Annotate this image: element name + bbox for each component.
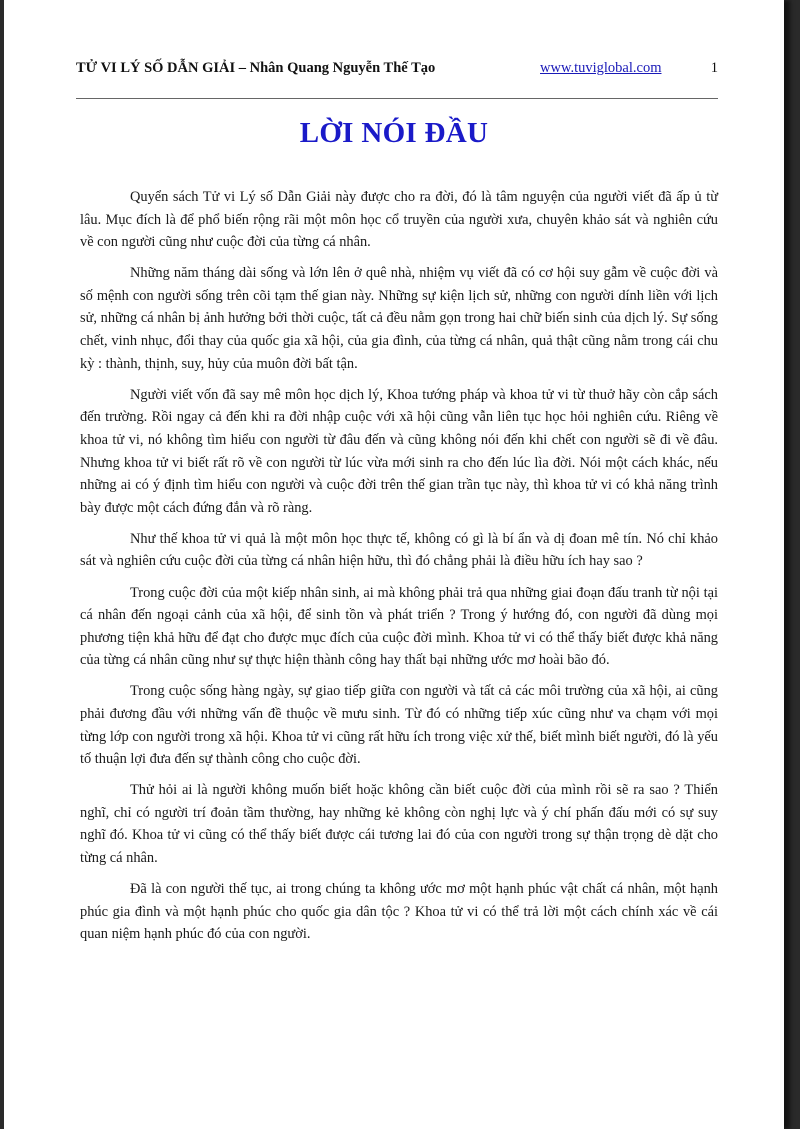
paragraph: Người viết vốn đã say mê môn học dịch lý, Khoa tướng pháp và khoa tử vi từ thuở hãy còn cắp sách đến trường. Rồi ngay cả đến khi ra đời nhập cuộc với xã hội cũng vẫn liên tục học hỏi nghiên cứu. Riêng về khoa tử vi, nó không tìm hiểu con người từ đâu đến và cũng không nói đến khi chết con người sẽ đi về đâu. Nhưng khoa tử vi biết rất rõ về con người từ lúc vừa mới sinh ra cho đến lúc lìa đời. Nói một cách khác, nếu những ai có ý định tìm hiểu con người và cuộc đời trên thế gian trần tục này, thì khoa tử vi có khả năng trình bày được một cách đứng đắn và rõ ràng. bbox=[80, 386, 718, 516]
paragraph: Những năm tháng dài sống và lớn lên ở quê nhà, nhiệm vụ viết đã có cơ hội suy gẫm về cuộc đời và số mệnh con người sống trên cõi tạm thế gian này. Những sự kiện lịch sử, những con người dính liền với lịch sử, những cá nhân bị ảnh hưởng bởi thời cuộc, tất cả đều nằm gọn trong hai chữ biến sinh của dịch lý. Sự sống chết, vinh nhục, đổi thay của quốc gia xã hội, của gia đình, của từng cá nhân, quả thật cũng nằm trong cái chu kỳ : thành, thịnh, suy, hủy của muôn đời bất tận. bbox=[80, 265, 718, 372]
paragraph: Quyển sách Tử vi Lý số Dẫn Giải này được cho ra đời, đó là tâm nguyện của người viết đã ấp ủ từ lâu. Mục đích là để phổ biến rộng rãi một môn học cổ truyền của người xưa, chuyên khảo sát và nghiên cứu về con người cũng như cuộc đời của từng cá nhân. bbox=[80, 189, 718, 251]
page-header bbox=[76, 60, 718, 84]
paragraph: Thử hỏi ai là người không muốn biết hoặc không cần biết cuộc đời của mình rồi sẽ ra sao ? Thiển nghĩ, chỉ có người trí đoản tầm thường, hay những kẻ không còn nghị lực và ý chí phấn đấu mới có sự suy nghĩ đó. Khoa tử vi cũng có thể thấy biết được cái tương lai đó của con người trong sự thận trọng dè dặt cho từng cá nhân. bbox=[80, 782, 718, 867]
header-title: TỬ VI LÝ SỐ DẪN GIẢI – Nhân Quang Nguyễn Thế Tạo bbox=[76, 60, 436, 76]
header-divider bbox=[76, 98, 718, 99]
page-number: 1 bbox=[710, 60, 718, 76]
paragraph: Đã là con người thế tục, ai trong chúng ta không ước mơ một hạnh phúc vật chất cá nhân, một hạnh phúc gia đình và một hạnh phúc cho quốc gia dân tộc ? Khoa tử vi có thể trả lời một cách chính xác về cái quan niệm hạnh phúc đó của con người. bbox=[80, 881, 718, 943]
header-url-link[interactable]: www.tuviglobal.com bbox=[540, 60, 662, 76]
paragraph: Như thế khoa tử vi quả là một môn học thực tế, không có gì là bí ẩn và dị đoan mê tín. Nó chỉ khảo sát và nghiên cứu cuộc đời của từng cá nhân hiện hữu, thì đó chẳng phải là điều hữu ích hay sao ? bbox=[80, 530, 718, 570]
body-text bbox=[80, 186, 718, 954]
paragraph: Trong cuộc đời của một kiếp nhân sinh, ai mà không phải trả qua những giai đoạn đấu tranh từ nội tại cá nhân đến ngoại cảnh của xã hội, để sinh tồn và phát triển ? Trong ý hướng đó, con người đã dùng mọi phương tiện khả hữu để đạt cho được mục đích của cuộc đời mình. Khoa tử vi có thể thấy biết được khả năng của từng cá nhân cũng như sự thực hiện thành công hay thất bại những ước mơ hoài bão đó. bbox=[80, 584, 718, 669]
document-page bbox=[4, 0, 784, 1129]
paragraph: Trong cuộc sống hàng ngày, sự giao tiếp giữa con người và tất cả các môi trường của xã hội, ai cũng phải đương đầu với những vấn đề thuộc về mưu sinh. Từ đó có những tiếp xúc cũng như va chạm với mọi từng lớp con người trong xã hội. Khoa tử vi cũng rất hữu ích trong việc xử thế, biết mình biết người, đó là yếu tố thuận lợi đưa đến sự thành công cho cuộc đời. bbox=[80, 683, 718, 768]
page-title: LỜI NÓI ĐẦU bbox=[299, 117, 489, 149]
